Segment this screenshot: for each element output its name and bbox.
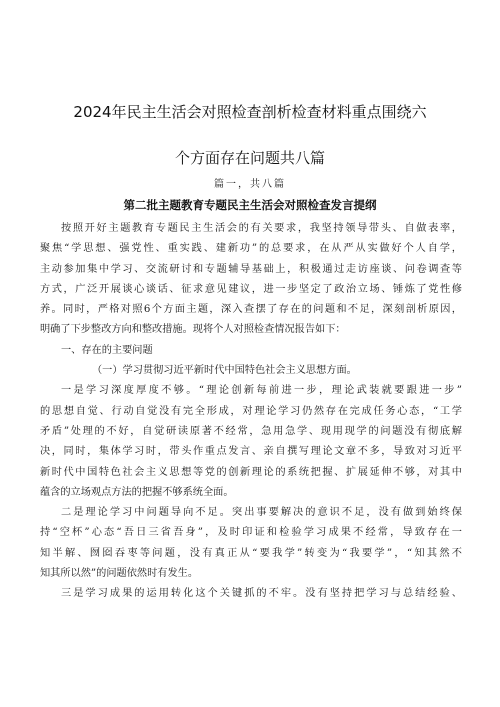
- body-line: 明确了下步整改方向和整改措施。现将个人对照检查情况报告如下：: [40, 324, 346, 336]
- body-line: 方式，广泛开展谈心谈话、征求意见建议，进一步坚定了政治立场、锤炼了党性修: [40, 283, 462, 295]
- body-line: 聚焦“学思想、强党性、重实践、建新功”的总要求，在从严从实做好个人自学，: [40, 243, 462, 255]
- body-line: 二是理论学习中问题导向不足。突出事要解决的意识不足，没有做到始终保: [61, 507, 462, 519]
- body-line: 养。同时，严格对照6个方面主题，深入查摆了存在的问题和不足，深刻剖析原因，: [40, 304, 462, 316]
- document-body: [40, 219, 462, 605]
- body-line: 新时代中国特色社会主义思想等党的创新理论的系统把握、扩展延伸不够，对其中: [40, 466, 462, 478]
- body-line: 三是学习成果的运用转化这个关键抓的不牢。没有坚持把学习与总结经验、: [61, 588, 462, 600]
- body-line: 矛盾”处理的不好，自觉研读原著不经常，急用急学、现用现学的问题没有彻底解: [40, 425, 462, 437]
- body-line: 持“空杯”心态“吾日三省吾身”，及时印证和检验学习成果不经常，导致存在一: [40, 527, 462, 539]
- body-line: 知半解、囫囵吞枣等问题，没有真正从“要我学”转变为“我要学”，“知其然不: [40, 547, 462, 559]
- body-line: 蕴含的立场观点方法的把握不够系统全面。: [40, 486, 234, 498]
- body-line: 的思想自觉、行动自觉没有完全形成，对理论学习仍然存在完成任务心态，“工学: [40, 405, 462, 417]
- section-label: 篇一，共八篇: [214, 179, 286, 190]
- body-line: 一是学习深度厚度不够。“理论创新每前进一步，理论武装就要跟进一步”: [61, 385, 462, 397]
- document-title-line-1: 2024年民主生活会对照检查剖析检查材料重点围绕六: [73, 103, 427, 121]
- body-line: 主动参加集中学习、交流研讨和专题辅导基础上，积极通过走访座谈、问卷调查等: [40, 263, 462, 275]
- body-line-heading: 一、存在的主要问题: [61, 344, 153, 356]
- section-heading: 第二批主题教育专题民主生活会对照检查发言提纲: [123, 198, 377, 212]
- body-line: 按照开好主题教育专题民主生活会的有关要求，我坚持领导带头、自做表率，: [61, 223, 462, 234]
- body-line-subheading: （一）学习贯彻习近平新时代中国特色社会主义思想方面。: [92, 365, 357, 377]
- document-title-line-2: 个方面存在问题共八篇: [174, 149, 325, 167]
- body-line: 决，同时，集体学习时，带头作重点发言、亲自撰写理论文章不多，导致对习近平: [40, 446, 462, 458]
- body-line: 知其所以然”的问题依然时有发生。: [40, 568, 199, 580]
